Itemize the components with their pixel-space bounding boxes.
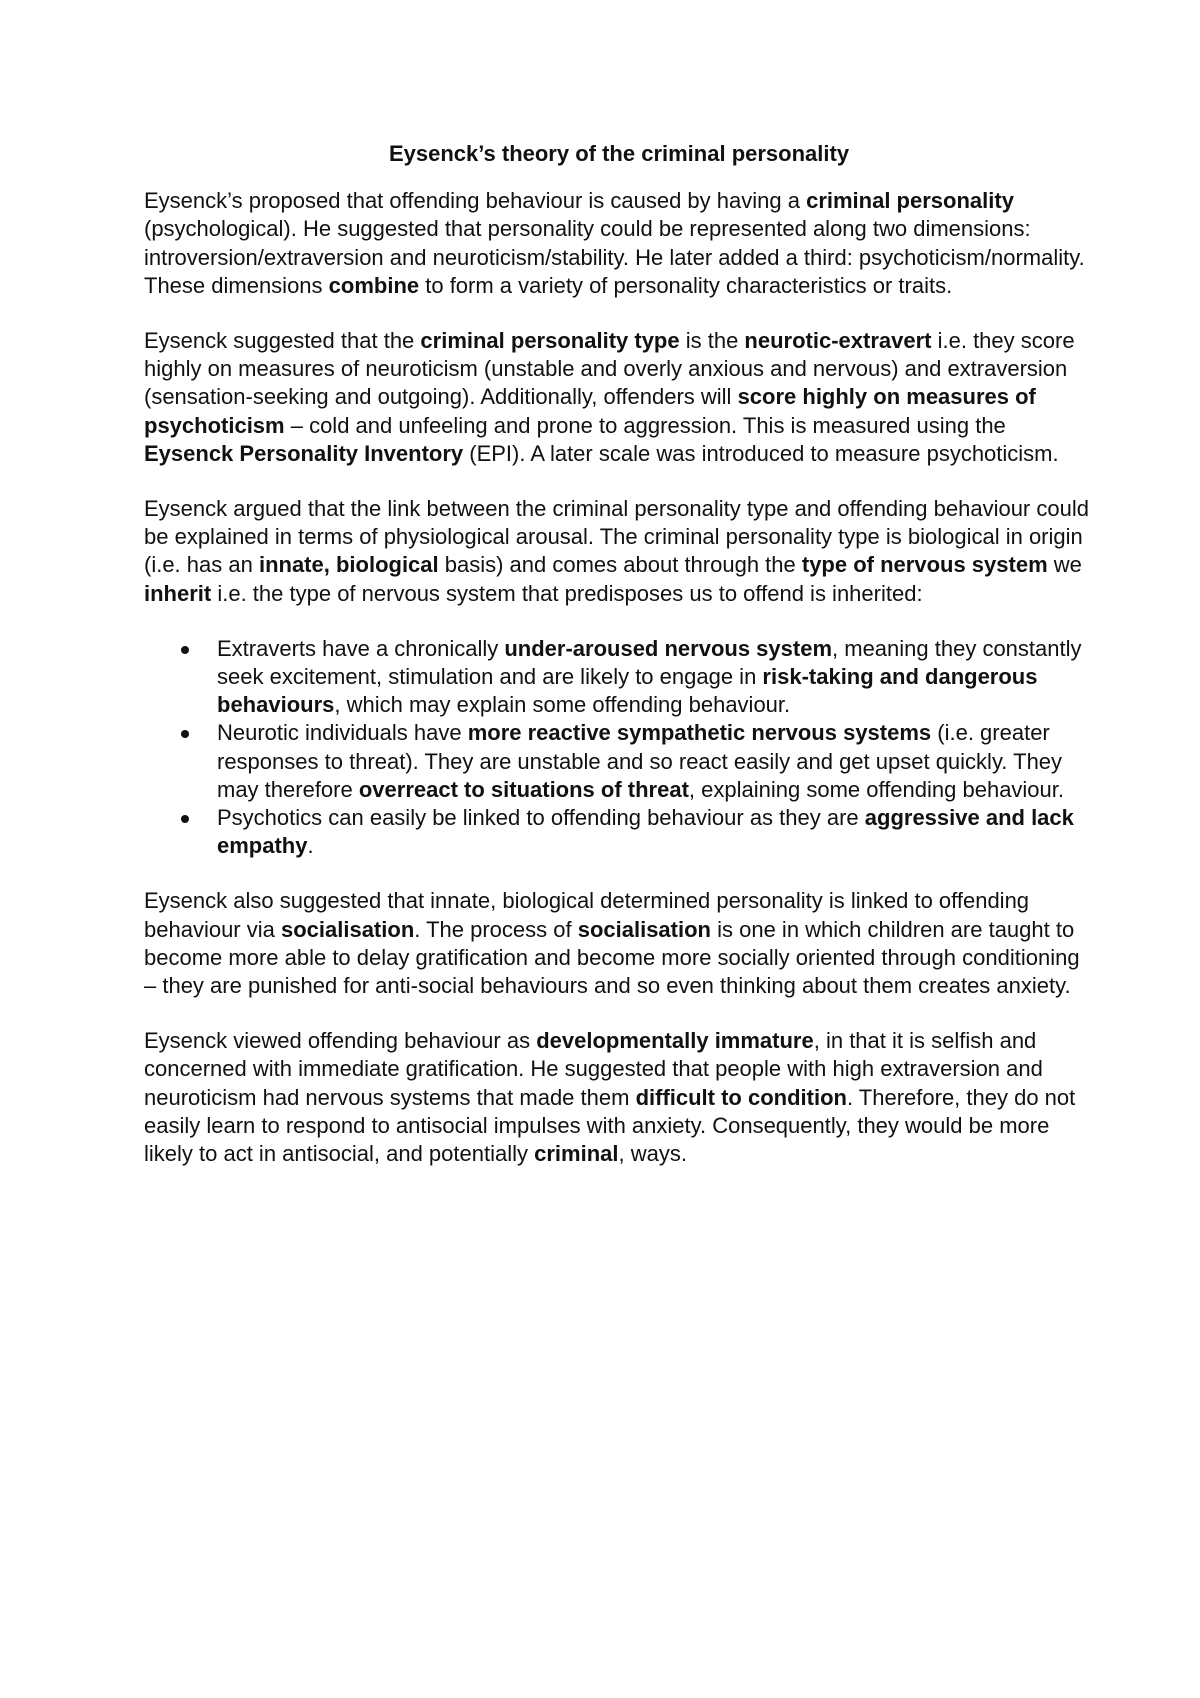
- text-run: , which may explain some offending behaviour.: [334, 692, 791, 718]
- text-run: Eysenck suggested that the: [144, 328, 421, 354]
- bold-run: Eysenck Personality Inventory: [144, 440, 464, 466]
- bold-run: overreact to situations of threat: [358, 776, 689, 802]
- bullet-list: [144, 635, 1094, 861]
- paragraph-socialisation: [144, 887, 1094, 1000]
- text-run: . Therefore, they do not easily learn to respond to antisocial impulses with anxiety. Consequently, they would be more likely to act in antisocial, and potentially: [144, 1084, 1076, 1167]
- text-run: Eysenck also suggested that innate, biological determined personality is linked to offending behaviour via: [144, 888, 1030, 942]
- bold-run: difficult to condition: [635, 1084, 847, 1110]
- bold-run: socialisation: [577, 916, 711, 942]
- bold-run: more reactive sympathetic nervous systems: [467, 720, 932, 746]
- bold-run: criminal personality type: [420, 328, 680, 354]
- text-run: i.e. the type of nervous system that predisposes us to offend is inherited:: [211, 580, 923, 606]
- bold-run: aggressive and lack empathy: [217, 805, 1074, 859]
- text-run: to form a variety of personality characteristics or traits.: [419, 272, 953, 298]
- document-body: [144, 140, 1094, 1195]
- bold-run: inherit: [144, 580, 212, 606]
- text-run: (i.e. greater responses to threat). They are unstable and so react easily and get upset quickly. They may therefore: [217, 720, 1063, 802]
- bold-run: criminal personality: [806, 188, 1014, 214]
- text-run: , ways.: [618, 1141, 687, 1167]
- text-run: is the: [679, 328, 745, 354]
- text-run: (EPI). A later scale was introduced to measure psychoticism.: [463, 440, 1059, 466]
- bullet-item-neurotics: [144, 719, 1094, 804]
- paragraph-developmentally-immature: [144, 1027, 1094, 1168]
- document-title: Eysenck’s theory of the criminal personality: [388, 141, 850, 166]
- bold-run: risk-taking and dangerous behaviours: [217, 664, 1038, 718]
- text-run: , meaning they constantly seek excitement, stimulation and are likely to engage in: [217, 635, 1082, 690]
- text-run: Eysenck argued that the link between the criminal personality type and offending behaviour could be explained in terms of physiological arousal. The criminal personality type is biological in origin (i.e. has an: [144, 496, 1089, 578]
- paragraph-neurotic-extravert: [144, 327, 1094, 468]
- text-run: Extraverts have a chronically: [217, 635, 505, 661]
- bold-run: type of nervous system: [801, 552, 1048, 578]
- text-run: is one in which children are taught to become more able to delay gratification and become more socially oriented through conditioning – they are punished for anti-social behaviours and so even thinking about them creates anxiety.: [144, 916, 1080, 999]
- bullet-dot-icon: [181, 646, 189, 654]
- bullet-dot-icon: [181, 730, 189, 738]
- text-run: – cold and unfeeling and prone to aggression. This is measured using the: [284, 412, 1006, 438]
- bullet-item-psychotics: [144, 804, 1094, 860]
- bold-run: score highly on measures of psychoticism: [144, 384, 1036, 438]
- text-run: . The process of: [414, 916, 578, 942]
- text-run: basis) and comes about through the: [438, 552, 802, 578]
- paragraph-criminal-personality: [144, 187, 1094, 300]
- bold-run: neurotic-extravert: [744, 328, 932, 354]
- bullet-item-extraverts: [144, 635, 1094, 720]
- text-run: Neurotic individuals have: [217, 720, 468, 746]
- text-run: i.e. they score highly on measures of neuroticism (unstable and overly anxious and nervous) and extraversion (sensation-seeking and outgoing). Additionally, offenders will: [144, 328, 1075, 410]
- bold-run: criminal: [534, 1141, 619, 1167]
- paragraph-physiological-arousal: [144, 495, 1094, 608]
- bullet-dot-icon: [181, 815, 189, 823]
- bold-run: under-aroused nervous system: [504, 635, 833, 661]
- bold-run: socialisation: [280, 916, 415, 942]
- bold-run: innate, biological: [258, 552, 439, 578]
- text-run: , explaining some offending behaviour.: [688, 776, 1065, 802]
- text-run: .: [307, 833, 314, 859]
- text-run: Eysenck’s proposed that offending behaviour is caused by having a: [144, 188, 807, 214]
- bold-run: developmentally immature: [536, 1028, 814, 1054]
- text-run: we: [1047, 552, 1082, 578]
- text-run: (psychological). He suggested that personality could be represented along two dimensions: introversion/extraversion and neuroticism/stability. He later added a third: psychoticism/normality. These dimensions: [144, 216, 1085, 298]
- text-run: Psychotics can easily be linked to offending behaviour as they are: [217, 805, 865, 831]
- text-run: , in that it is selfish and concerned with immediate gratification. He suggested that people with high extraversion and neuroticism had nervous systems that made them: [144, 1028, 1043, 1110]
- text-run: Eysenck viewed offending behaviour as: [144, 1028, 537, 1054]
- bold-run: combine: [328, 272, 420, 298]
